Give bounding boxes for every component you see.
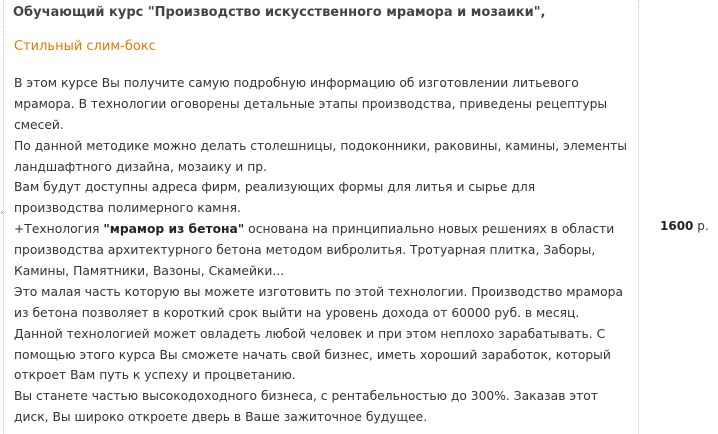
product-price [660,219,709,233]
description-line: ландшафтного дизайна, мозаику и пр. [14,159,267,174]
description-line: диск, Вы широко откроете дверь в Ваше зажиточное будущее. [14,410,428,425]
product-subtitle: Стильный слим-бокс [14,39,156,54]
description-line: Это малая часть которую вы можете изготовить по этой технологии. Производство мрамора [14,284,624,299]
price-currency: р. [697,219,709,233]
description-line: производства архитектурного бетона методом вибролитья. Тротуарная плитка, Заборы, [14,243,596,258]
description-text: +Технология [14,222,104,237]
description-line: из бетона позволяет в короткий срок выйти на уровень дохода от 60000 руб. в месяц. [14,305,580,320]
price-amount: 1600 [660,219,694,233]
description-line: Камины, Памятники, Вазоны, Скамейки... [14,264,285,279]
description-line: Вам будут доступны адреса фирм, реализующих формы для литья и сырье для [14,180,536,195]
description-line: Данной технологией может овладеть любой человек и при этом неплохо зарабатывать. С [14,326,606,341]
product-title: Обучающий курс "Производство искусственного мрамора и мозаики", [13,5,546,20]
description-line: смесей. [14,117,64,132]
description-line: Вы станете частью высокодоходного бизнеса, с рентабельностью до 300%. Заказав этот [14,389,598,404]
description-line: По данной методике можно делать столешницы, подоконники, раковины, камины, элементы [14,138,628,153]
product-description [14,73,634,428]
description-line: мрамора. В технологии оговорены детальные этапы производства, приведены рецептуры [14,96,608,111]
description-line [14,219,634,240]
description-text: основана на принципиально новых решениях в области [244,222,615,237]
technology-name: "мрамор из бетона" [103,222,245,237]
product-cell [6,0,639,434]
description-line: откроет Вам путь к успеху и процветанию. [14,368,296,383]
description-line: В этом курсе Вы получите самую подробную информацию об изготовлении литьевого [14,76,579,90]
description-line: производства полимерного камня. [14,201,241,216]
description-line: помощью этого курса Вы сможете начать свой бизнес, иметь хороший заработок, который [14,347,611,362]
row-marker: › [0,208,4,218]
